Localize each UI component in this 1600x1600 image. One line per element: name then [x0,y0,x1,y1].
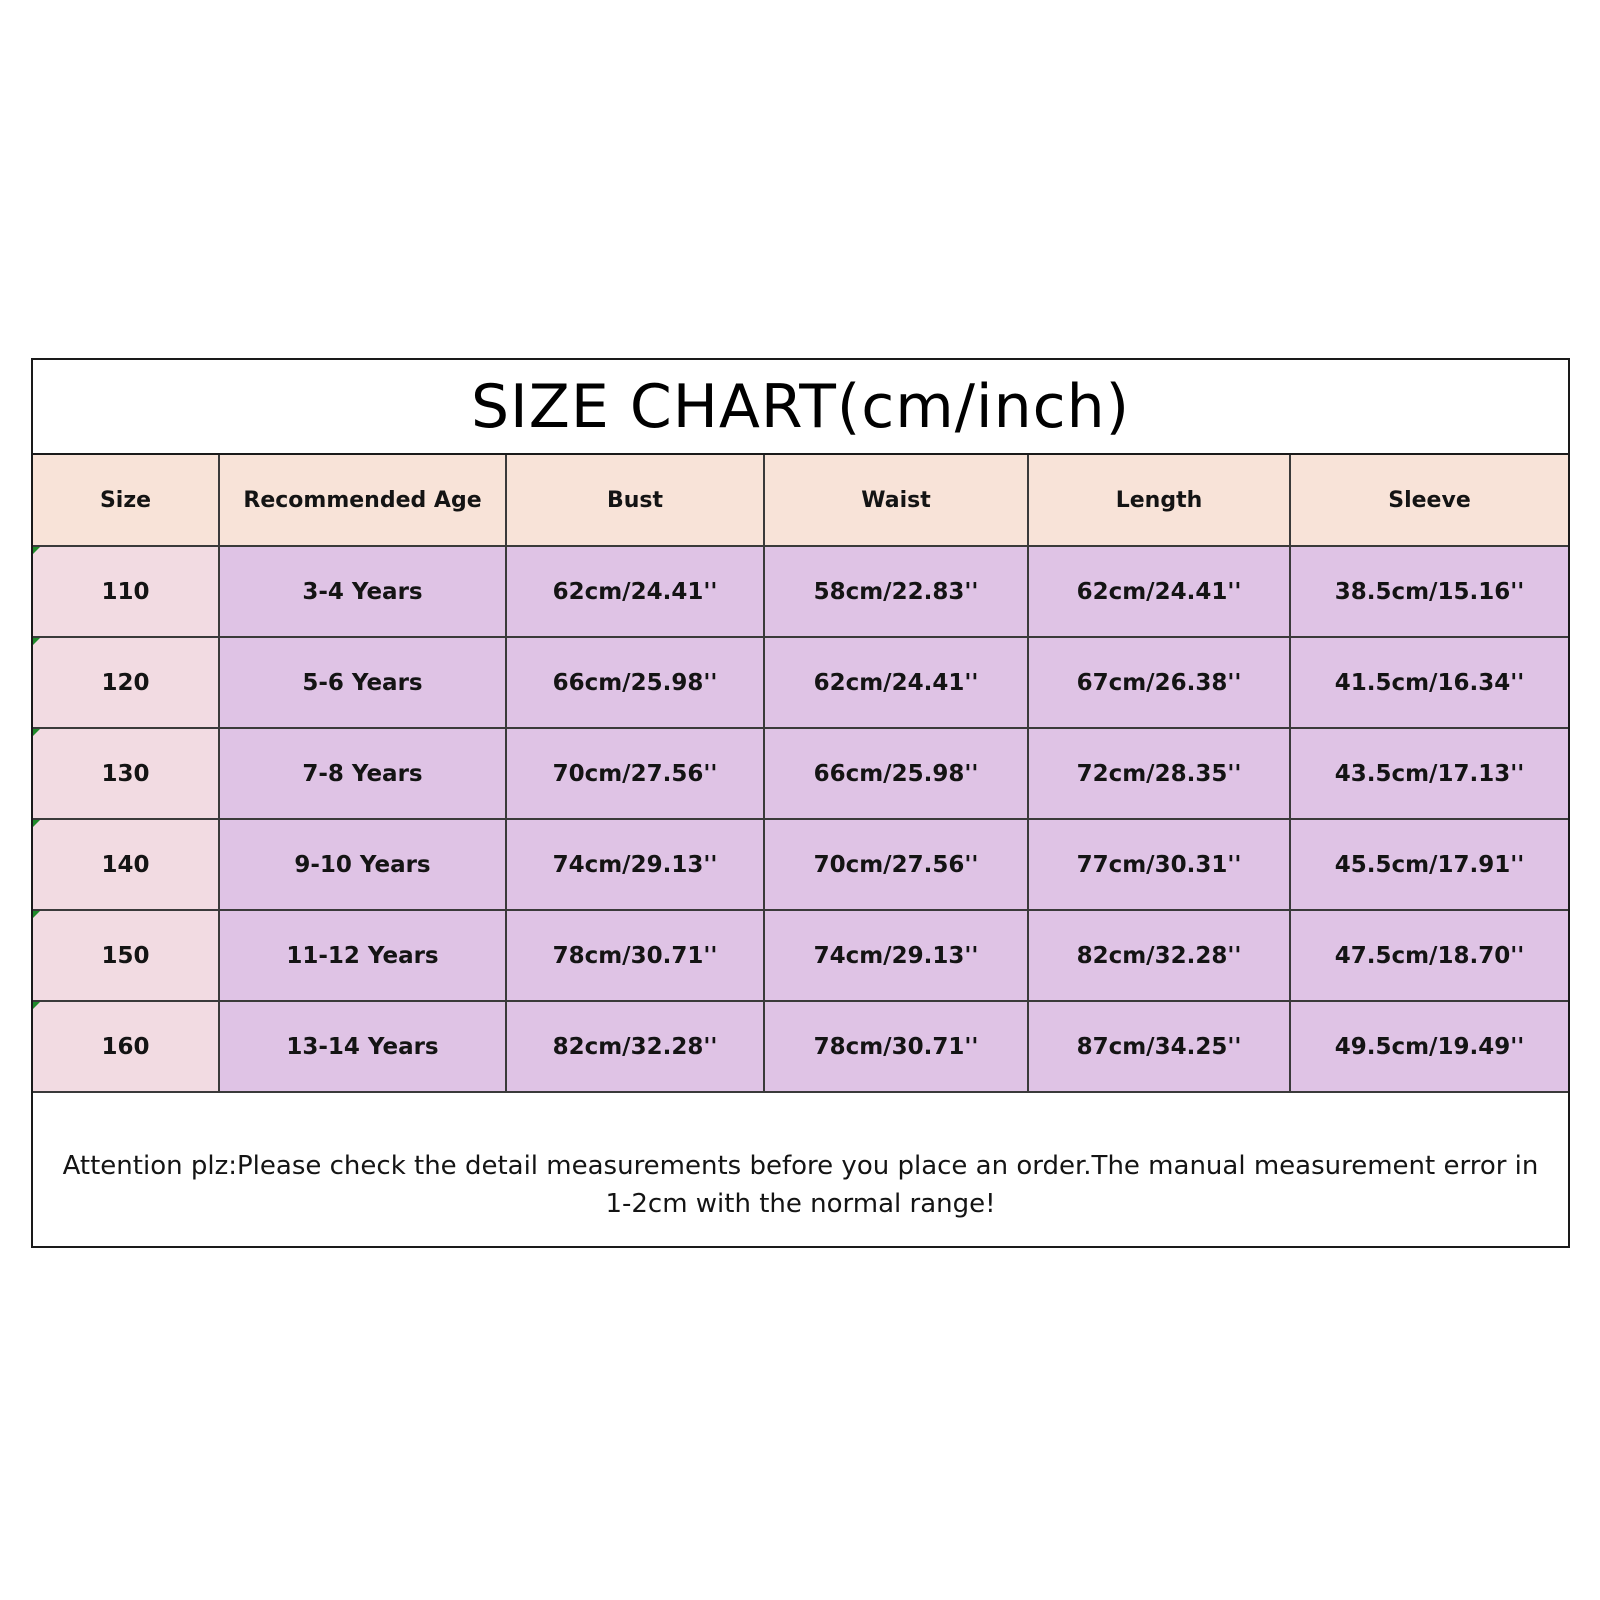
sleeve-cell: 38.5cm/15.16'' [1290,546,1568,637]
header-bust: Bust [506,455,764,546]
size-value: 120 [101,669,150,696]
header-sleeve: Sleeve [1290,455,1568,546]
size-table [33,455,1568,1093]
table-row [33,819,1568,910]
table-row [33,546,1568,637]
size-cell [33,546,219,637]
age-cell: 9-10 Years [219,819,506,910]
size-value: 110 [101,578,150,605]
cell-corner-marker [33,547,40,554]
header-length: Length [1028,455,1290,546]
size-chart [31,358,1570,1248]
size-value: 160 [101,1033,150,1060]
age-cell: 5-6 Years [219,637,506,728]
size-chart-title: SIZE CHART(cm/inch) [470,371,1131,442]
bust-cell: 82cm/32.28'' [506,1001,764,1092]
waist-cell: 66cm/25.98'' [764,728,1028,819]
age-cell: 7-8 Years [219,728,506,819]
header-size: Size [33,455,219,546]
waist-cell: 74cm/29.13'' [764,910,1028,1001]
bust-cell: 70cm/27.56'' [506,728,764,819]
cell-corner-marker [33,638,40,645]
sleeve-cell: 49.5cm/19.49'' [1290,1001,1568,1092]
size-cell [33,637,219,728]
header-row [33,455,1568,546]
table-row [33,637,1568,728]
waist-cell: 62cm/24.41'' [764,637,1028,728]
length-cell: 77cm/30.31'' [1028,819,1290,910]
bust-cell: 66cm/25.98'' [506,637,764,728]
size-value: 130 [101,760,150,787]
size-cell [33,728,219,819]
length-cell: 72cm/28.35'' [1028,728,1290,819]
length-cell: 87cm/34.25'' [1028,1001,1290,1092]
length-cell: 67cm/26.38'' [1028,637,1290,728]
waist-cell: 58cm/22.83'' [764,546,1028,637]
cell-corner-marker [33,729,40,736]
table-row [33,910,1568,1001]
size-value: 150 [101,942,150,969]
sleeve-cell: 41.5cm/16.34'' [1290,637,1568,728]
sleeve-cell: 47.5cm/18.70'' [1290,910,1568,1001]
table-row [33,1001,1568,1092]
age-cell: 11-12 Years [219,910,506,1001]
cell-corner-marker [33,820,40,827]
attention-note: Attention plz:Please check the detail measurements before you place an order.The manual measurement error in 1-2cm with the normal range! [62,1150,1539,1219]
length-cell: 62cm/24.41'' [1028,546,1290,637]
length-cell: 82cm/32.28'' [1028,910,1290,1001]
age-cell: 13-14 Years [219,1001,506,1092]
bust-cell: 74cm/29.13'' [506,819,764,910]
waist-cell: 78cm/30.71'' [764,1001,1028,1092]
sleeve-cell: 45.5cm/17.91'' [1290,819,1568,910]
bust-cell: 62cm/24.41'' [506,546,764,637]
header-recommended-age: Recommended Age [219,455,506,546]
size-cell [33,910,219,1001]
size-chart-title-row [33,360,1568,455]
size-cell [33,819,219,910]
size-value: 140 [101,851,150,878]
age-cell: 3-4 Years [219,546,506,637]
sleeve-cell: 43.5cm/17.13'' [1290,728,1568,819]
cell-corner-marker [33,911,40,918]
size-cell [33,1001,219,1092]
cell-corner-marker [33,1002,40,1009]
waist-cell: 70cm/27.56'' [764,819,1028,910]
header-waist: Waist [764,455,1028,546]
table-row [33,728,1568,819]
bust-cell: 78cm/30.71'' [506,910,764,1001]
